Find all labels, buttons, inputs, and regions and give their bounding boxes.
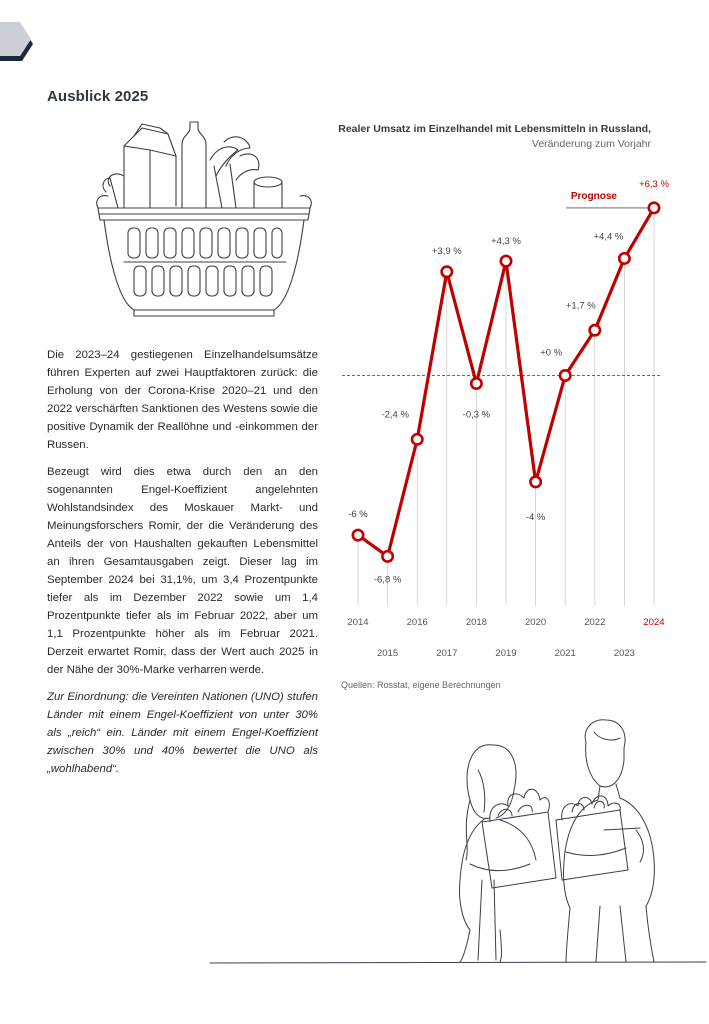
data-label-2016: -2,4 % [381,409,409,421]
x-tick-2019: 2019 [495,648,517,659]
source-note: Quellen: Rosstat, eigene Berechnungen [341,680,501,690]
data-label-2017: +3,9 % [431,245,462,257]
paragraph-romir-index: Bezeugt wird dies etwa durch den an den sogenannten Engel-Koeffizient angelehnten Wohlstandsindex des Moskauer Markt- und Meinungsforschers Romir, der die Veränderung des Anteils der von Haushalten gekauften Lebensmittel an ihren Gesamtausgaben zeigt. Dieser lag im September 2024 bei 31,1%, um 3,4 Prozentpunkte tiefer als im Dezember 2022 sowie um 1,4 Prozentpunkte tiefer als im Februar 2022, aber um 1,1 Prozentpunkte höher als im Februar 2021. Derzeit erwartet Romir, dass der Wert auch 2025 in der Nähe der 30%-Marke verharren werde. [47,466,318,676]
forecast-label: Prognose [570,190,617,202]
x-tick-2016: 2016 [406,617,428,628]
section-title: Ausblick 2025 [47,88,149,105]
x-tick-2024: 2024 [643,617,665,628]
data-label-2022: +1,7 % [565,300,596,312]
data-label-2015: -6,8 % [373,574,402,586]
paragraph-uno-note: Zur Einordnung: die Vereinten Nationen (UNO) stufen Länder mit einem Engel-Koeffizient von unter 30% als „reich“ ein. Länder mit einem Engel-Koeffizient zwischen 30% und 40% bewertet die UNO als „wohlhabend“. [47,691,318,775]
x-tick-2021: 2021 [554,648,576,659]
x-tick-2017: 2017 [436,648,458,659]
data-label-2014: -6 % [348,509,368,521]
data-label-2024: +6,3 % [639,178,669,190]
x-tick-2015: 2015 [377,648,399,659]
data-label-2018: -0,3 % [462,409,491,421]
paragraph-recovery: Die 2023–24 gestiegenen Einzelhandelsumsätze führen Experten auf zwei Hauptfaktoren zurück: die Erholung von der Corona-Krise 2020–21 und den 2022 verschärften Sanktionen des Westens sowie die positive Dynamik der Reallöhne und -einkommen der Russen. [47,349,318,451]
x-tick-2018: 2018 [465,617,487,628]
x-tick-2023: 2023 [613,648,635,659]
chart-title: Realer Umsatz im Einzelhandel mit Lebensmitteln in Russland, [338,123,651,135]
chart-subtitle: Veränderung zum Vorjahr [531,138,651,150]
data-label-2020: -4 % [525,511,546,523]
x-tick-2014: 2014 [347,617,369,628]
data-label-2023: +4,4 % [593,231,624,243]
data-label-2019: +4,3 % [491,236,521,248]
x-tick-2020: 2020 [525,617,547,628]
x-tick-2022: 2022 [584,617,606,628]
data-label-2021: +0 % [540,347,563,359]
